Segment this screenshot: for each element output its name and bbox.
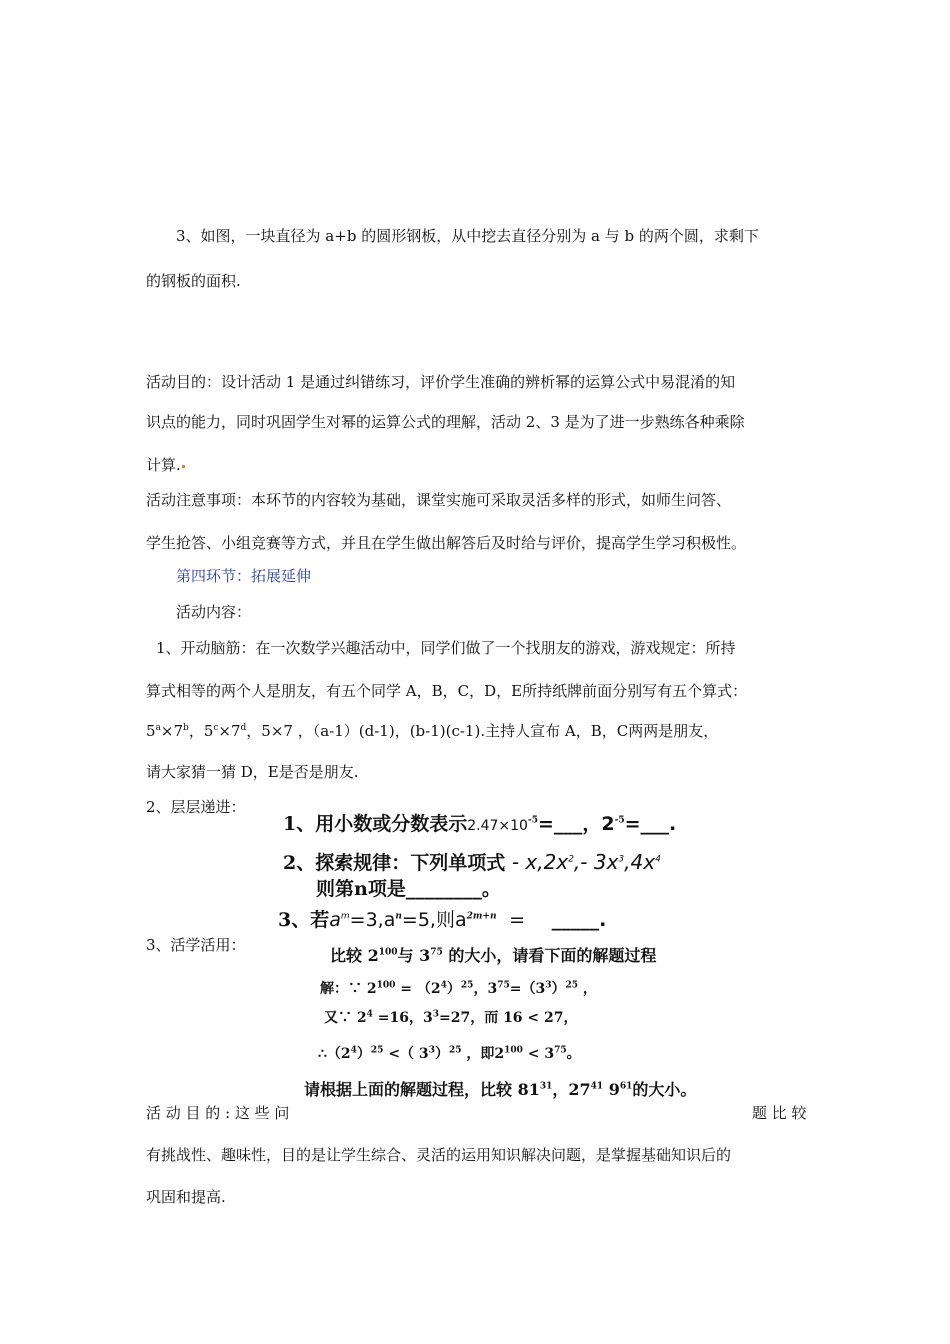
brain-line2: 算式相等的两个人是朋友，有五个同学 A，B，C，D，E所持纸牌前面分别写有五个算式：	[146, 682, 748, 700]
brain-line4: 请大家猜一猜 D，E是否是朋友.	[146, 763, 359, 781]
exercise-3-expr: =3,a	[349, 909, 396, 931]
exercise-1-expr: 2.47×10	[467, 818, 528, 834]
purpose1-line3	[146, 455, 186, 475]
exercise-1	[283, 814, 676, 836]
compare-solution-2: 又∵ $2^4 =16$，$3^3=27$，而 16 < 27，	[324, 1009, 578, 1026]
brain-line1: 1、开动脑筋：在一次数学兴趣活动中，同学们做了一个找朋友的游戏，游戏规定：所持	[156, 639, 736, 657]
brain-line3-text: ，5×7 ，（a-1）(d-1)，(b-1)(c-1).主持人宣布 A，B，C两两是朋友，	[246, 722, 719, 740]
compare-title	[330, 946, 656, 966]
compare-solution-1: 解：∵ $2^{100} = (2^4)^{25}$，$3^{75}=(3^3)^{25}$ ，	[320, 980, 597, 997]
marker-dot	[182, 465, 185, 468]
compare-task-text: 请根据上面的解题过程，比较 81	[304, 1080, 540, 1099]
exercise-3-text: 3、若	[278, 909, 330, 931]
compare-title-mid: 与 3	[397, 946, 431, 965]
purpose1-line3-text: 计算.	[146, 456, 181, 474]
exercise-2-expr: - $x,2x^2,-$ $3x^3,4x^4$	[511, 850, 661, 874]
exercise-3-blank: _____.	[551, 909, 607, 931]
purpose2-line3: 巩固和提高.	[146, 1188, 226, 1206]
brain-line3: $5^a\times 7^b$，$5^c\times 7^d$，5×7 ，（a-1）(d-1)，(b-1)(c-1).主持人宣布 A，B，C两两是朋友，	[146, 722, 719, 740]
exercise-2	[283, 852, 661, 873]
compare-solution-3: $\therefore(2^4)^{25}$ <（ $3^3)^{25}$ ，即$2^{100} < 3^{75}$。	[318, 1045, 581, 1062]
apply-label: 3、活学活用：	[146, 936, 246, 954]
compare-title-exp1: 100	[378, 947, 398, 958]
exercise-1-mid: =___，2	[537, 813, 615, 835]
exercise-2-line2: 则第n项是________。	[316, 878, 501, 900]
exercise-1-text: 1、用小数或分数表示	[283, 813, 468, 835]
exercise-3-end: =5,则a	[401, 909, 467, 931]
purpose1-line2: 识点的能力，同时巩固学生对幂的运算公式的理解，活动 2、3 是为了进一步熟练各种乘除	[146, 413, 745, 431]
compare-title-end: 的大小，请看下面的解题过程	[442, 946, 657, 965]
exercise-2-text: 2、探索规律：下列单项式	[283, 852, 506, 874]
exercise-3-tail: =	[509, 909, 526, 931]
exercise-3: 3、若$a^m=3,a^n=5$,则$a^{2m+n}$ = _____.	[278, 909, 607, 931]
compare-solution-2-text: 又∵ 2	[324, 1010, 367, 1026]
notes-line2: 学生抢答、小组竞赛等方式，并且在学生做出解答后及时给与评价，提高学生学习积极性。	[146, 534, 747, 552]
exercise-1-exp2: -5	[614, 815, 625, 826]
compare-task: 请根据上面的解题过程，比较 $81^{31}$，$27^{41}$ $9^{61}$的大小。	[304, 1080, 697, 1099]
compare-solution-1-text: 解：∵ 2	[320, 981, 377, 997]
notes-line1: 活动注意事项：本环节的内容较为基础，课堂实施可采取灵活多样的形式，如师生问答、	[146, 491, 732, 509]
purpose1-line1: 活动目的：设计活动 1 是通过纠错练习，评价学生准确的辨析幂的运算公式中易混淆的知	[146, 373, 736, 391]
purpose2-line1-right: 题 比 较	[752, 1104, 807, 1122]
compare-solution-3-text: ∴（2	[318, 1046, 351, 1062]
purpose2-line2: 有挑战性、趣味性，目的是让学生综合、灵活的运用知识解决问题，是掌握基础知识后的	[146, 1146, 732, 1164]
section4-title: 第四环节：拓展延伸	[176, 567, 312, 585]
compare-title-exp2: 75	[430, 947, 443, 958]
section4-content-label: 活动内容：	[176, 603, 252, 621]
layered-label: 2、层层递进：	[146, 798, 246, 816]
compare-title-a: 比较 2	[330, 946, 379, 965]
compare-task-end: 的大小。	[632, 1080, 697, 1099]
exercise-1-end: =___.	[624, 813, 677, 835]
exercise-1-exp: -5	[527, 815, 538, 826]
q3-line2: 的钢板的面积.	[146, 272, 241, 290]
purpose2-line1-left: 活 动 目 的 : 这 些 问	[146, 1104, 290, 1122]
q3-line1: 3、如图，一块直径为 a+b 的圆形钢板，从中挖去直径分别为 a 与 b 的两个圆，求剩下	[176, 227, 759, 245]
